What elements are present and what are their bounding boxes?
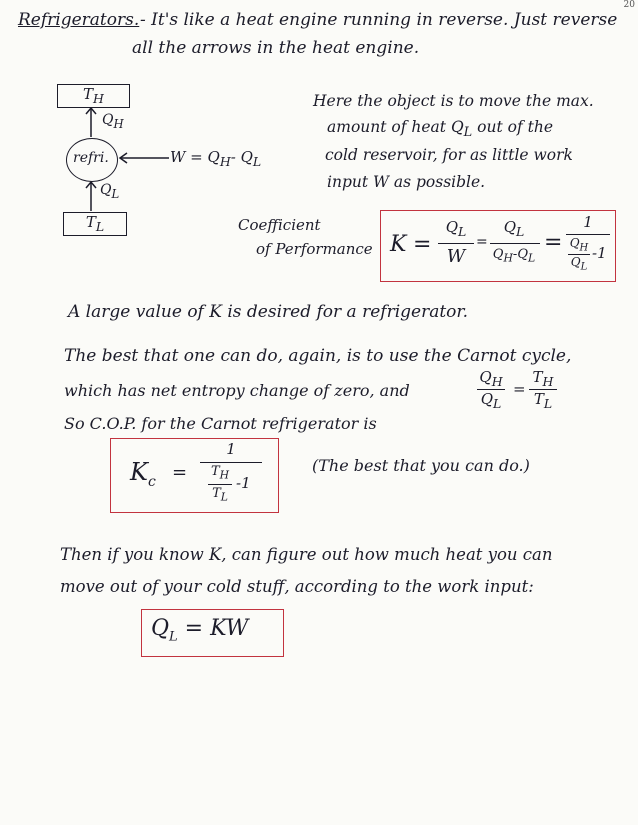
hot-reservoir-sub: H [93,91,104,106]
cop-eq-1: = [413,232,432,257]
work-label: $W = Q_H-$ $Q_L$ [170,148,262,169]
fraction-bar [200,462,262,463]
ratio-num: $Q_H$ [479,368,503,389]
cop-num-1: $Q_L$ [445,218,467,239]
cold-reservoir-sub: L [95,219,105,234]
cop-den-3-bottom: $Q_L$ [570,255,588,273]
body-line-4: So C.O.P. for the Carnot refrigerator is [64,414,377,433]
cop-k: K [390,232,407,257]
cop-den-3-top: $Q_H$ [569,236,589,254]
cop-den-1: W [446,246,466,267]
description-line-4: input W as possible. [327,173,486,191]
body-line-2: The best that one can do, again, is to use the Carnot cycle, [64,346,572,366]
arrow-left-icon [118,150,170,166]
body-line-1: A large value of K is desired for a refrigerator. [68,302,469,322]
fraction-bar [208,484,232,485]
fraction-bar [566,234,610,235]
carnot-den-bottom: $T_L$ [212,486,228,504]
body-line-3: which has net entropy change of zero, and [64,381,410,400]
description-line-3: cold reservoir, for as little work [325,146,573,164]
cop-minus-one: -1 [592,244,607,262]
ratio-rden: $T_L$ [533,390,553,411]
ratio-den: $Q_L$ [480,390,502,411]
carnot-minus-one: -1 [236,474,251,492]
carnot-eq: = [172,462,188,483]
cold-reservoir-label: T [85,213,96,231]
carnot-note: (The best that you can do.) [312,456,530,475]
cop-eq-2: = [476,234,488,250]
carnot-num: 1 [226,440,236,458]
final-formula: $Q_L$ = KW [151,616,249,645]
cold-reservoir-box [63,212,127,236]
cop-label-line-2: of Performance [256,240,373,258]
cop-num-3: 1 [583,213,593,231]
ratio-eq: = [513,380,526,398]
hot-reservoir-label: T [83,85,94,103]
carnot-den-top: $T_H$ [210,464,230,482]
description-line-2: amount of heat $Q_L$ out of the [327,118,554,141]
arrow-up-icon [84,180,98,212]
q-cold-label: $Q_L$ [100,182,120,201]
intro-line-2: all the arrows in the heat engine. [132,38,420,58]
fraction-bar [438,243,474,244]
page-number: 20 [623,0,635,10]
q-hot-label: $Q_H$ [102,112,124,131]
section-title: Refrigerators. [18,10,140,30]
device-label: refri. [73,150,109,166]
intro-line-1: - It's like a heat engine running in reverse. Just reverse [140,10,618,30]
hot-reservoir-box [57,84,130,108]
ratio-rnum: $T_H$ [532,368,554,389]
carnot-k: $K_c$ [130,458,156,490]
arrow-up-icon [84,106,98,138]
cop-num-2: $Q_L$ [503,218,525,239]
cop-label-line-1: Coefficient [238,216,321,234]
fraction-bar [490,243,540,244]
cop-den-2: $Q_H-Q_L$ [492,247,536,265]
closing-line-1: Then if you know K, can figure out how much heat you can [60,545,553,564]
closing-line-2: move out of your cold stuff, according to the work input: [60,577,534,596]
description-line-1: Here the object is to move the max. [313,92,594,110]
cop-eq-3: = [544,230,563,255]
